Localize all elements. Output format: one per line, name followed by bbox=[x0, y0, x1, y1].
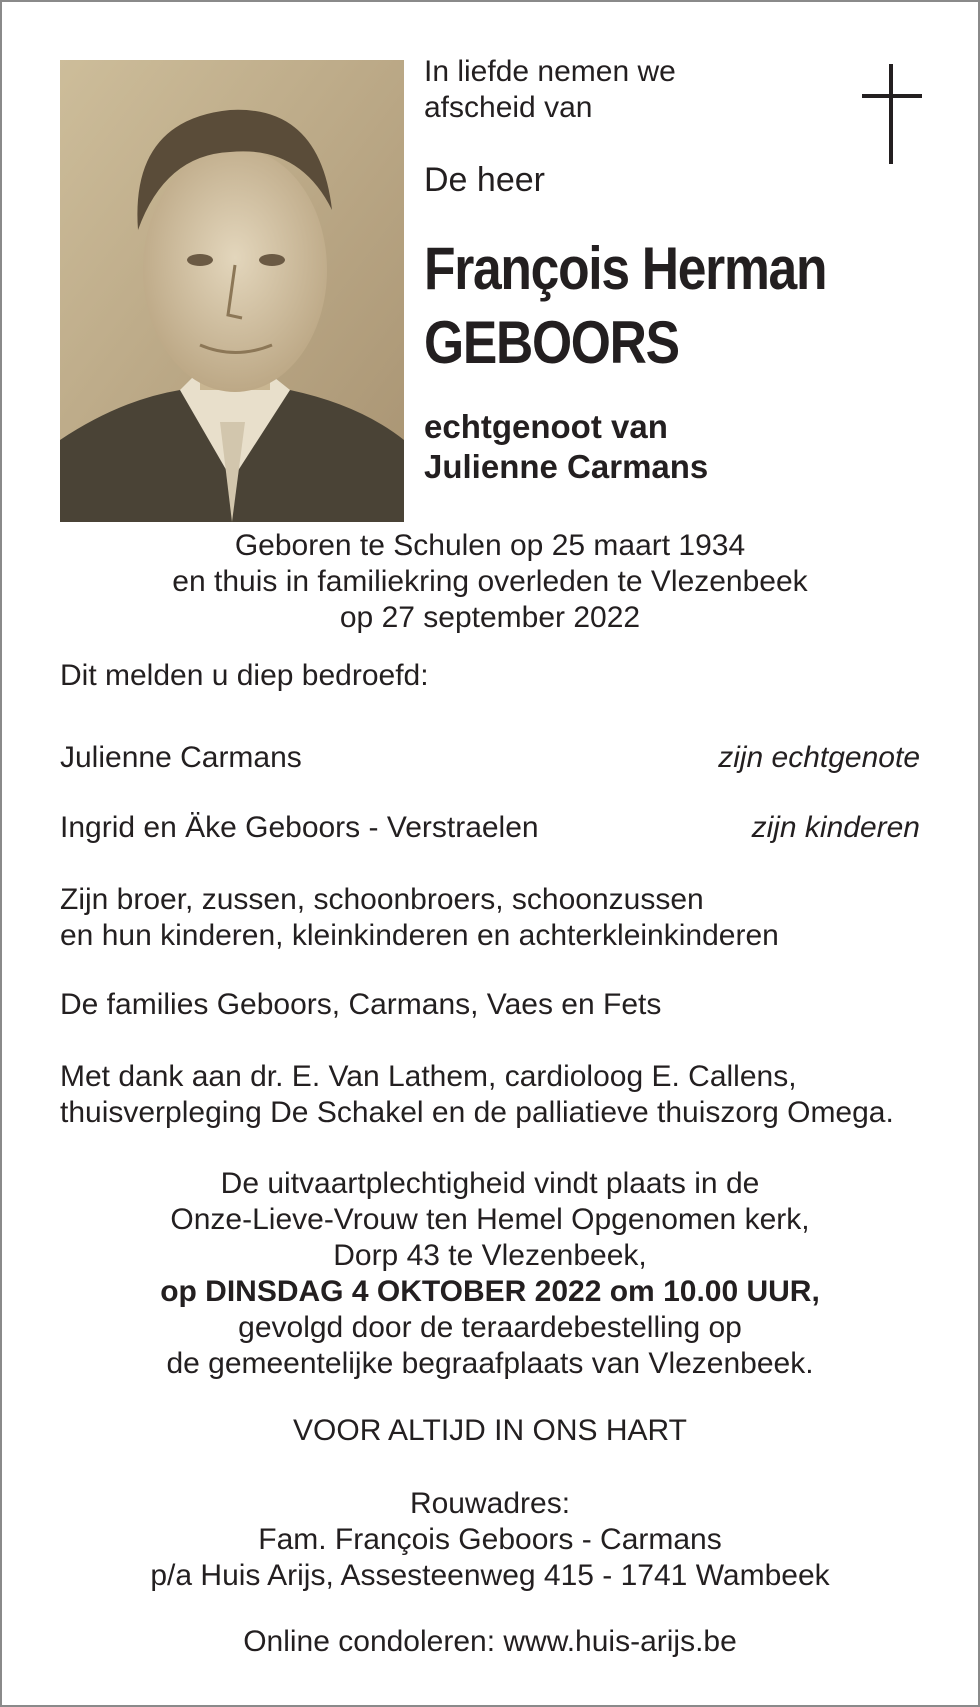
address-street: p/a Huis Arijs, Assesteenweg 415 - 1741 Wambeek bbox=[150, 1559, 830, 1592]
funeral-info bbox=[2, 1166, 978, 1382]
mourner-row bbox=[60, 740, 920, 776]
mourner-row bbox=[60, 810, 920, 846]
intro-text bbox=[424, 54, 676, 126]
siblings-line: en hun kinderen, kleinkinderen en achterkleinkinderen bbox=[60, 919, 779, 952]
address-label: Rouwadres: bbox=[409, 1487, 571, 1520]
birth-death-info bbox=[2, 528, 978, 636]
funeral-line: de gemeentelijke begraafplaats van Vlezenbeek. bbox=[166, 1347, 814, 1380]
funeral-address: Dorp 43 te Vlezenbeek, bbox=[333, 1239, 647, 1272]
intro-line: In liefde nemen we bbox=[424, 55, 676, 88]
mourner-name: Julienne Carmans bbox=[60, 741, 302, 774]
online-condolence: Online condoleren: www.huis-arijs.be bbox=[243, 1625, 737, 1658]
mourner-relation: zijn kinderen bbox=[751, 811, 920, 844]
families-text: De families Geboors, Carmans, Vaes en Fets bbox=[60, 988, 662, 1021]
intro-line: afscheid van bbox=[424, 91, 593, 124]
deceased-surname: GEBOORS bbox=[424, 309, 679, 376]
latin-cross-icon bbox=[862, 64, 924, 164]
deceased-name bbox=[424, 232, 826, 380]
death-line: en thuis in familiekring overleden te Vlezenbeek bbox=[172, 565, 808, 598]
spouse-label: echtgenoot van bbox=[424, 408, 668, 445]
spouse-info bbox=[424, 407, 708, 487]
funeral-date: op DINSDAG 4 OKTOBER 2022 om 10.00 UUR, bbox=[160, 1275, 820, 1308]
portrait-photo bbox=[60, 60, 404, 522]
siblings-text bbox=[60, 882, 779, 954]
funeral-line: gevolgd door de teraardebestelling op bbox=[238, 1311, 742, 1344]
thanks-line: thuisverpleging De Schakel en de palliatieve thuiszorg Omega. bbox=[60, 1096, 894, 1129]
birth-line: Geboren te Schulen op 25 maart 1934 bbox=[234, 529, 746, 562]
announcement: Dit melden u diep bedroefd: bbox=[60, 659, 429, 692]
thanks-text bbox=[60, 1059, 894, 1131]
mourner-relation: zijn echtgenote bbox=[718, 741, 920, 774]
motto: VOOR ALTIJD IN ONS HART bbox=[293, 1414, 687, 1447]
address-family: Fam. François Geboors - Carmans bbox=[258, 1523, 722, 1556]
spouse-name: Julienne Carmans bbox=[424, 448, 709, 485]
thanks-line: Met dank aan dr. E. Van Lathem, cardioloog E. Callens, bbox=[60, 1060, 797, 1093]
siblings-line: Zijn broer, zussen, schoonbroers, schoonzussen bbox=[60, 883, 704, 916]
funeral-church: Onze-Lieve-Vrouw ten Hemel Opgenomen kerk, bbox=[170, 1203, 810, 1236]
funeral-line: De uitvaartplechtigheid vindt plaats in de bbox=[220, 1167, 760, 1200]
death-date-line: op 27 september 2022 bbox=[339, 601, 641, 634]
deceased-first-names: François Herman bbox=[424, 235, 827, 302]
title-prefix: De heer bbox=[424, 161, 545, 199]
mourning-address bbox=[2, 1486, 978, 1594]
mourner-name: Ingrid en Äke Geboors - Verstraelen bbox=[60, 811, 539, 844]
portrait-image bbox=[60, 60, 404, 522]
